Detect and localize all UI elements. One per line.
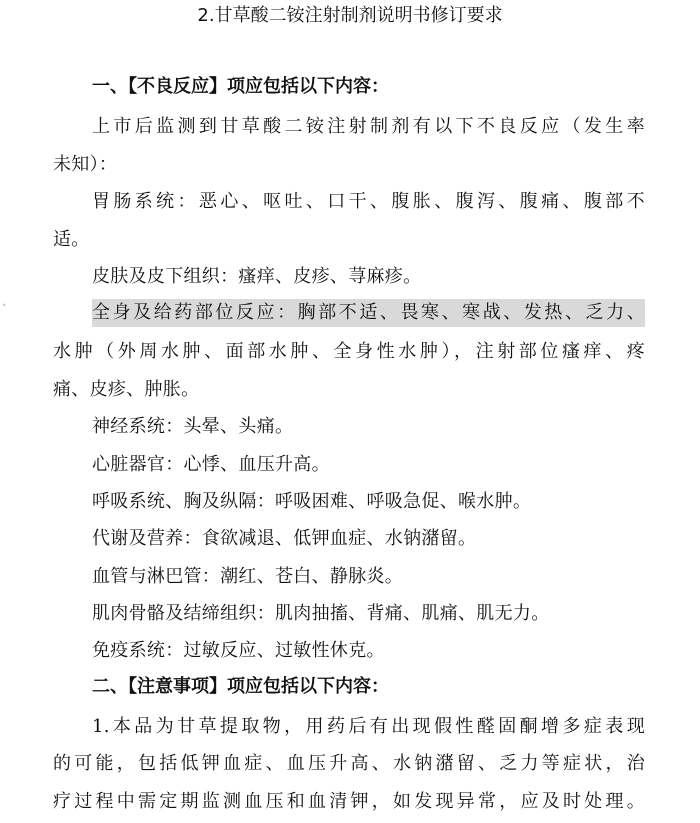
margin-mark: ˅ [2, 304, 7, 314]
paragraph-line: 未知）： [53, 154, 118, 175]
section-heading-adverse-reactions: 一、【不良反应】项应包括以下内容： [92, 76, 389, 97]
section-heading-precautions: 二、【注意事项】项应包括以下内容： [92, 676, 389, 697]
paragraph-line: 疗过程中需定期监测血压和血清钾，如发现异常，应及时处理。 [53, 791, 645, 812]
paragraph-line: 胃肠系统：恶心、呕吐、口干、腹胀、腹泻、腹痛、腹部不 [92, 191, 645, 212]
paragraph-line: 皮肤及皮下组织：瘙痒、皮疹、荨麻疹。 [92, 266, 422, 287]
document-title: 2.甘草酸二铵注射制剂说明书修订要求 [197, 5, 503, 26]
paragraph-line: 血管与淋巴管：潮红、苍白、静脉炎。 [92, 566, 404, 587]
paragraph-line: 免疫系统：过敏反应、过敏性休克。 [92, 640, 385, 661]
paragraph-line: 代谢及营养：食欲减退、低钾血症、水钠潴留。 [92, 528, 477, 549]
paragraph-line: 呼吸系统、胸及纵隔：呼吸困难、呼吸急促、喉水肿。 [92, 491, 532, 512]
paragraph-line: 神经系统：头晕、头痛。 [92, 416, 294, 437]
paragraph-line: 痛、皮疹、肿胀。 [53, 379, 200, 400]
paragraph-line: 肌肉骨骼及结缔组织：肌肉抽搐、背痛、肌痛、肌无力。 [92, 603, 550, 624]
paragraph-line: 心脏器官：心悸、血压升高。 [92, 454, 330, 475]
paragraph-line: 水肿（外周水肿、面部水肿、全身性水肿），注射部位瘙痒、疼 [53, 341, 645, 362]
paragraph-line: 的可能，包括低钾血症、血压升高、水钠潴留、乏力等症状，治 [53, 753, 645, 774]
paragraph-line: 1.本品为甘草提取物，用药后有出现假性醛固酮增多症表现 [92, 716, 645, 737]
paragraph-line: 适。 [53, 229, 90, 250]
paragraph-line: 上市后监测到甘草酸二铵注射制剂有以下不良反应（发生率 [92, 116, 645, 137]
highlighted-paragraph-line: 全身及给药部位反应：胸部不适、畏寒、寒战、发热、乏力、 [92, 299, 645, 327]
